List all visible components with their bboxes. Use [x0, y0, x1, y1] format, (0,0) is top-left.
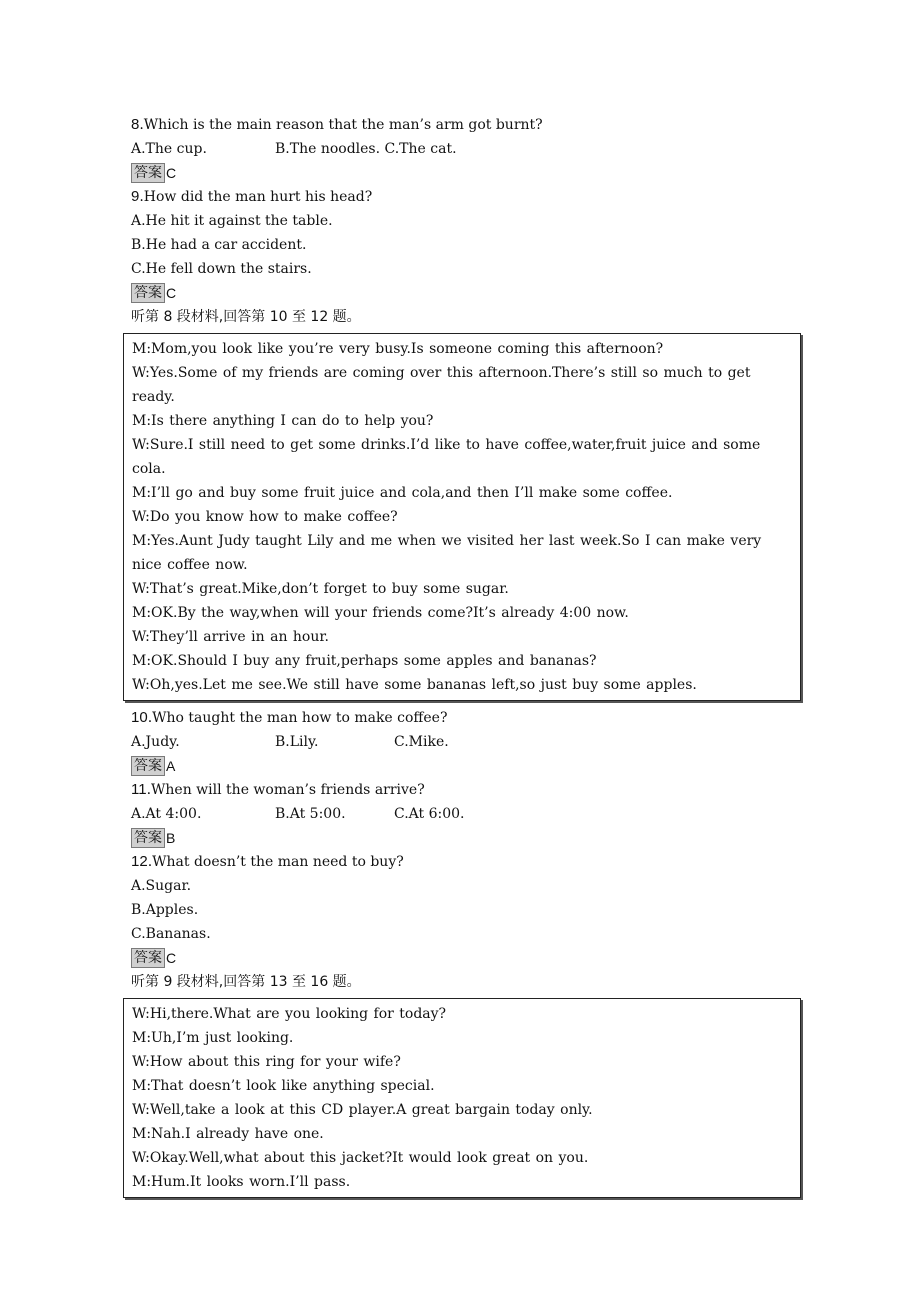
question-11 — [131, 778, 801, 802]
transcript-line: W:How about this ring for your wife? — [132, 1054, 401, 1070]
option-b: B.At 5:00. — [275, 806, 346, 822]
option-a: A.He hit it against the table. — [131, 213, 333, 229]
answer-value: A — [166, 758, 176, 774]
answer-row — [131, 754, 801, 778]
section-9-heading: 听第 9 段材料,回答第 13 至 16 题。 — [131, 974, 361, 990]
answer-value: B — [166, 830, 176, 846]
option-c: C.Bananas. — [131, 926, 211, 942]
question-text: .Which is the main reason that the man’s arm got burnt? — [139, 117, 543, 133]
option-b: B.Apples. — [131, 902, 199, 918]
transcript-line: W:Sure.I still need to get some drinks.I’d like to have coffee,water,fruit juice and some cola. — [132, 437, 761, 477]
document-page — [131, 113, 801, 1203]
transcript-line: M:OK.Should I buy any fruit,perhaps some apples and bananas? — [132, 653, 597, 669]
transcript-line: W:Do you know how to make coffee? — [132, 509, 398, 525]
transcript-line: M:Is there anything I can do to help you? — [132, 413, 434, 429]
transcript-line: W:Oh,yes.Let me see.We still have some bananas left,so just buy some apples. — [132, 677, 697, 693]
question-8-options — [131, 137, 801, 161]
option-a: A.At 4:00. — [131, 806, 202, 822]
transcript-line: W:Yes.Some of my friends are coming over this afternoon.There’s still so much to get ready. — [132, 365, 751, 405]
question-number: 9 — [131, 188, 140, 205]
question-text: .How did the man hurt his head? — [139, 189, 373, 205]
transcript-line: W:That’s great.Mike,don’t forget to buy some sugar. — [132, 581, 509, 597]
question-text: .When will the woman’s friends arrive? — [146, 782, 425, 798]
question-9 — [131, 185, 801, 209]
answer-value: C — [166, 285, 177, 301]
answer-label: 答案 — [131, 948, 165, 968]
question-8 — [131, 113, 801, 137]
question-12 — [131, 850, 801, 874]
option-c: C.He fell down the stairs. — [131, 261, 312, 277]
answer-label: 答案 — [131, 163, 165, 183]
section-8-heading: 听第 8 段材料,回答第 10 至 12 题。 — [131, 309, 361, 325]
answer-row — [131, 946, 801, 970]
option-a: A.Judy. — [131, 734, 180, 750]
transcript-line: M:That doesn’t look like anything special. — [132, 1078, 435, 1094]
option-b: B.Lily. — [275, 734, 319, 750]
question-number: 10 — [131, 709, 148, 726]
transcript-line: M:OK.By the way,when will your friends come?It’s already 4:00 now. — [132, 605, 629, 621]
section-8-transcript — [123, 333, 801, 701]
question-10-options — [131, 730, 801, 754]
option-c: C.The cat. — [384, 141, 457, 157]
question-number: 11 — [131, 781, 147, 798]
transcript-line: W:Okay.Well,what about this jacket?It would look great on you. — [132, 1150, 589, 1166]
question-number: 8 — [131, 116, 140, 133]
answer-label: 答案 — [131, 283, 165, 303]
question-10 — [131, 706, 801, 730]
answer-row — [131, 826, 801, 850]
question-11-options — [131, 802, 801, 826]
answer-row — [131, 161, 801, 185]
option-b: B.The noodles. — [275, 141, 381, 157]
transcript-line: M:Hum.It looks worn.I’ll pass. — [132, 1174, 351, 1190]
transcript-line: M:Uh,I’m just looking. — [132, 1030, 294, 1046]
transcript-line: M:Yes.Aunt Judy taught Lily and me when we visited her last week.So I can make very nice coffee now. — [132, 533, 762, 573]
transcript-line: M:I’ll go and buy some fruit juice and cola,and then I’ll make some coffee. — [132, 485, 673, 501]
question-text: .Who taught the man how to make coffee? — [147, 710, 448, 726]
section-9-transcript — [123, 998, 801, 1198]
answer-label: 答案 — [131, 756, 165, 776]
transcript-line: W:Well,take a look at this CD player.A great bargain today only. — [132, 1102, 593, 1118]
transcript-line: W:Hi,there.What are you looking for today? — [132, 1006, 447, 1022]
answer-value: C — [166, 950, 177, 966]
answer-row — [131, 281, 801, 305]
option-a: A.The cup. — [131, 141, 207, 157]
option-c: C.At 6:00. — [394, 806, 465, 822]
option-b: B.He had a car accident. — [131, 237, 307, 253]
answer-label: 答案 — [131, 828, 165, 848]
option-c: C.Mike. — [394, 734, 449, 750]
transcript-line: M:Nah.I already have one. — [132, 1126, 324, 1142]
question-number: 12 — [131, 853, 148, 870]
transcript-line: M:Mom,you look like you’re very busy.Is someone coming this afternoon? — [132, 341, 664, 357]
transcript-line: W:They’ll arrive in an hour. — [132, 629, 329, 645]
answer-value: C — [166, 165, 177, 181]
question-text: .What doesn’t the man need to buy? — [147, 854, 404, 870]
option-a: A.Sugar. — [131, 878, 192, 894]
